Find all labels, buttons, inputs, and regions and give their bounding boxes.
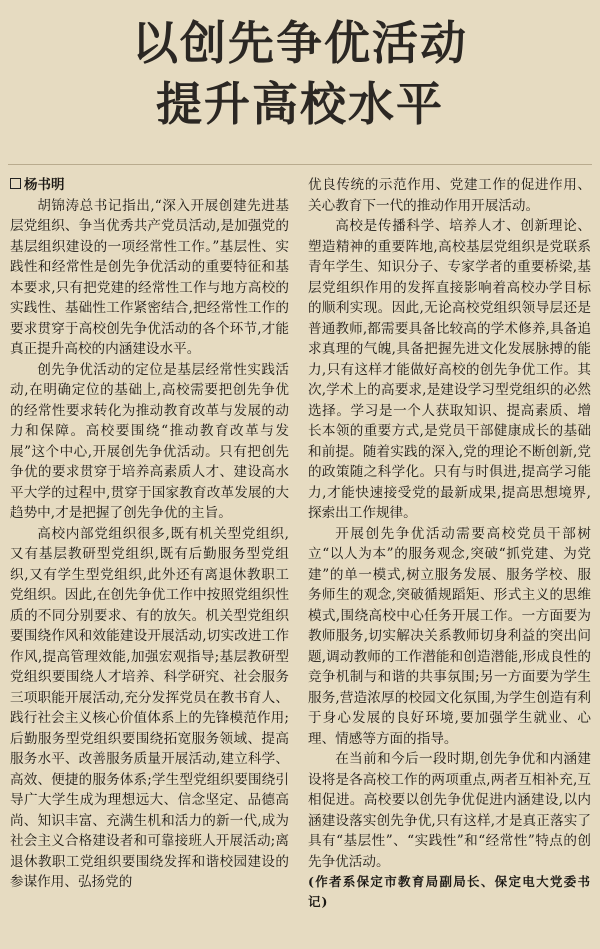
paragraph: 高校是传播科学、培养人才、创新理论、塑造精神的重要阵地,高校基层党组织是党联系青年学生、知识分子、专家学者的重要桥梁,基层党组织作用的发挥直接影响着高校办学目标的顺利实现。因此,无论高校党组织领导层还是普通教师,都需要具备比较高的学术修养,具备追求真理的气魄,具备把握先进文化发展脉搏的能力,只有这样才能做好高校的创先争优工作。其次,学术上的高要求,是建设学习型党组织的必然选择。学习是一个人获取知识、提高素质、增长本领的重要方式,是党员干部健康成长的基础和前提。随着实践的深入,党的理论不断创新,党的政策随之科学化。只有与时俱进,提高学习能力,才能快速接受党的最新成果,提高思想境界,探索出工作规律。 — [308, 218, 591, 521]
author-note: (作者系保定市教育局副局长、保定电大党委书记) — [308, 874, 591, 909]
paragraph: 开展创先争优活动需要高校党员干部树立“以人为本”的服务观念,突破“抓党建、为党建”的单一模式,树立服务发展、服务学校、服务师生的观念,突破循规蹈矩、形式主义的思维模式,围绕高校中心任务开展工作。一方面要为教师服务,切实解决关系教师切身利益的突出问题,调动教师的工作潜能和创造潜能,形成良性的竞争机制与和谐的共事氛围;另一方面要为学生服务,营造浓厚的校园文化氛围,为学生创造有利于身心发展的良好环境,要加强学生就业、心理、情感等方面的指导。 — [308, 525, 591, 747]
headline-divider — [8, 164, 592, 165]
square-bullet-icon — [10, 178, 21, 189]
byline — [10, 175, 289, 196]
paragraph: 创先争优活动的定位是基层经常性实践活动,在明确定位的基础上,高校需要把创先争优的经常性要求转化为推动教育改革与发展的动力和保障。高校要围绕“推动教育改革与发展”这个中心,开展创先争优活动。只有把创先争优的要求贯穿于培养高素质人才、建设高水平大学的过程中,贯穿于国家教育改革发展的大趋势中,才是把握了创先争优的主旨。 — [10, 361, 289, 521]
headline-line-1: 以创先争优活动 — [132, 16, 468, 70]
article-headline — [0, 6, 600, 134]
right-column — [308, 175, 591, 912]
paragraph: 高校内部党组织很多,既有机关型党组织,又有基层教研型党组织,既有后勤服务型党组织,又有学生型党组织,此外还有离退休教职工党组织。因此,在创先争优工作中按照党组织性质的不同分别要求、有的放矢。机关型党组织要围绕作风和效能建设开展活动,切实改进工作作风,提高管理效能,加强宏观指导;基层教研型党组织要围绕人才培养、科学研究、社会服务三项职能开展活动,充分发挥党员在教书育人、践行社会主义核心价值体系上的先锋模范作用;后勤服务型党组织要围绕拓宽服务领域、提高服务水平、改善服务质量开展活动,建立科学、高效、便捷的服务体系;学生型党组织要围绕引导广大学生成为理想远大、信念坚定、品德高尚、知识丰富、充满生机和活力的新一代,成为社会主义合格建设者和可靠接班人开展活动;离退休教职工党组织要围绕发挥和谐校园建设的参谋作用、弘扬党的 — [10, 525, 289, 890]
left-column — [10, 175, 289, 893]
headline-line-2: 提升高校水平 — [156, 77, 444, 131]
paragraph: 在当前和今后一段时期,创先争优和内涵建设将是各高校工作的两项重点,两者互相补充,互相促进。高校要以创先争优促进内涵建设,以内涵建设落实创先争优,只有这样,才是真正落实了具有“基层性”、“实践性”和“经常性”特点的创先争优活动。 — [308, 751, 591, 870]
paragraph: 胡锦涛总书记指出,“深入开展创建先进基层党组织、争当优秀共产党员活动,是加强党的基层组织建设的一项经常性工作。”基层性、实践性和经常性是创先争优活动的重要特征和基本要求,只有把党建的经常性工作与地方高校的实践性、基础性工作紧密结合,把经常性工作的要求贯穿于高校创先争优活动的各个环节,才能真正提升高校的内涵建设水平。 — [10, 197, 289, 357]
paragraph-continued: 优良传统的示范作用、党建工作的促进作用、关心教育下一代的推动作用开展活动。 — [308, 177, 591, 214]
author-name: 杨书明 — [24, 177, 65, 193]
